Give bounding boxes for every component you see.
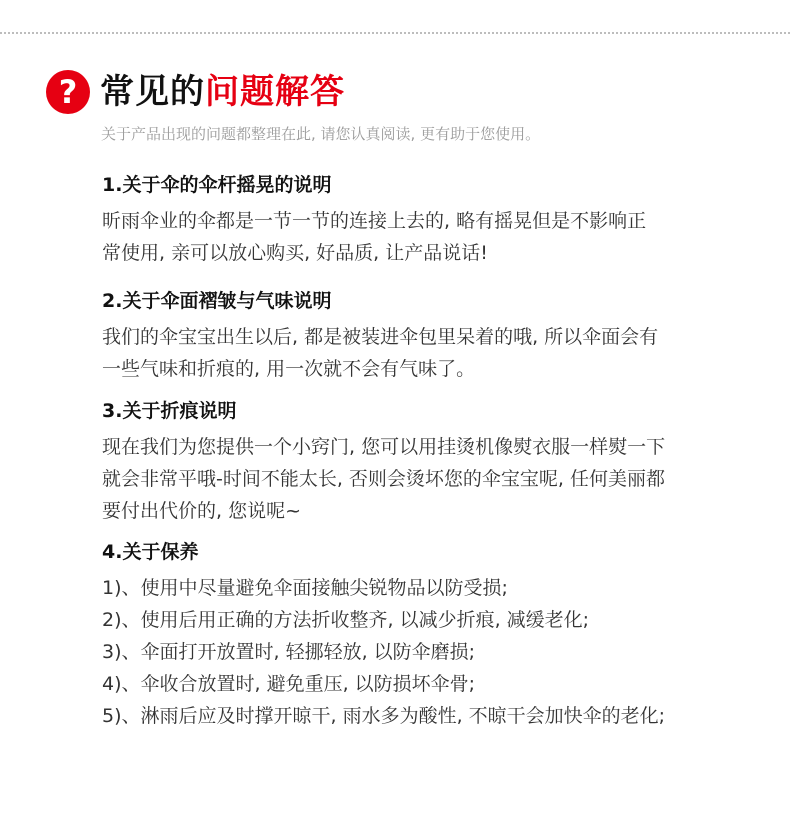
body-line: 昕雨伞业的伞都是一节一节的连接上去的, 略有摇晃但是不影响正	[102, 210, 647, 232]
faq-section-2	[102, 288, 762, 385]
body-line: 一些气味和折痕的, 用一次就不会有气味了。	[102, 358, 476, 380]
page-title	[100, 70, 345, 114]
care-tip-item: 2)、使用后用正确的方法折收整齐, 以减少折痕, 减缓老化;	[102, 609, 590, 631]
question-mark-icon: ?	[46, 70, 90, 114]
faq-section-3	[102, 398, 762, 527]
body-line: 就会非常平哦-时间不能太长, 否则会烫坏您的伞宝宝呢, 任何美丽都	[102, 468, 666, 490]
care-tip-item: 4)、伞收合放置时, 避免重压, 以防损坏伞骨;	[102, 673, 476, 695]
section-title: 4.关于保养	[102, 541, 199, 563]
faq-header	[46, 70, 345, 114]
page-title-part2: 问题解答	[205, 72, 345, 112]
section-body	[102, 321, 762, 385]
section-title: 2.关于伞面褶皱与气味说明	[102, 290, 332, 312]
faq-section-4	[102, 539, 762, 732]
section-body	[102, 205, 762, 269]
care-tip-item: 3)、伞面打开放置时, 轻挪轻放, 以防伞磨损;	[102, 641, 476, 663]
section-title: 1.关于伞的伞杆摇晃的说明	[102, 174, 332, 196]
care-tip-item: 5)、淋雨后应及时撑开晾干, 雨水多为酸性, 不晾干会加快伞的老化;	[102, 705, 666, 727]
page-title-part1: 常见的	[100, 72, 205, 112]
body-line: 我们的伞宝宝出生以后, 都是被装进伞包里呆着的哦, 所以伞面会有	[102, 326, 659, 348]
dotted-divider	[0, 32, 790, 34]
body-line: 现在我们为您提供一个小窍门, 您可以用挂烫机像熨衣服一样熨一下	[102, 436, 666, 458]
section-body	[102, 431, 762, 527]
care-tip-item: 1)、使用中尽量避免伞面接触尖锐物品以防受损;	[102, 577, 508, 599]
body-line: 常使用, 亲可以放心购买, 好品质, 让产品说话!	[102, 242, 488, 264]
faq-section-1	[102, 172, 762, 269]
section-title: 3.关于折痕说明	[102, 400, 237, 422]
body-line: 要付出代价的, 您说呢~	[102, 500, 301, 522]
section-body	[102, 572, 762, 732]
page-subtitle: 关于产品出现的问题都整理在此, 请您认真阅读, 更有助于您使用。	[101, 125, 541, 143]
